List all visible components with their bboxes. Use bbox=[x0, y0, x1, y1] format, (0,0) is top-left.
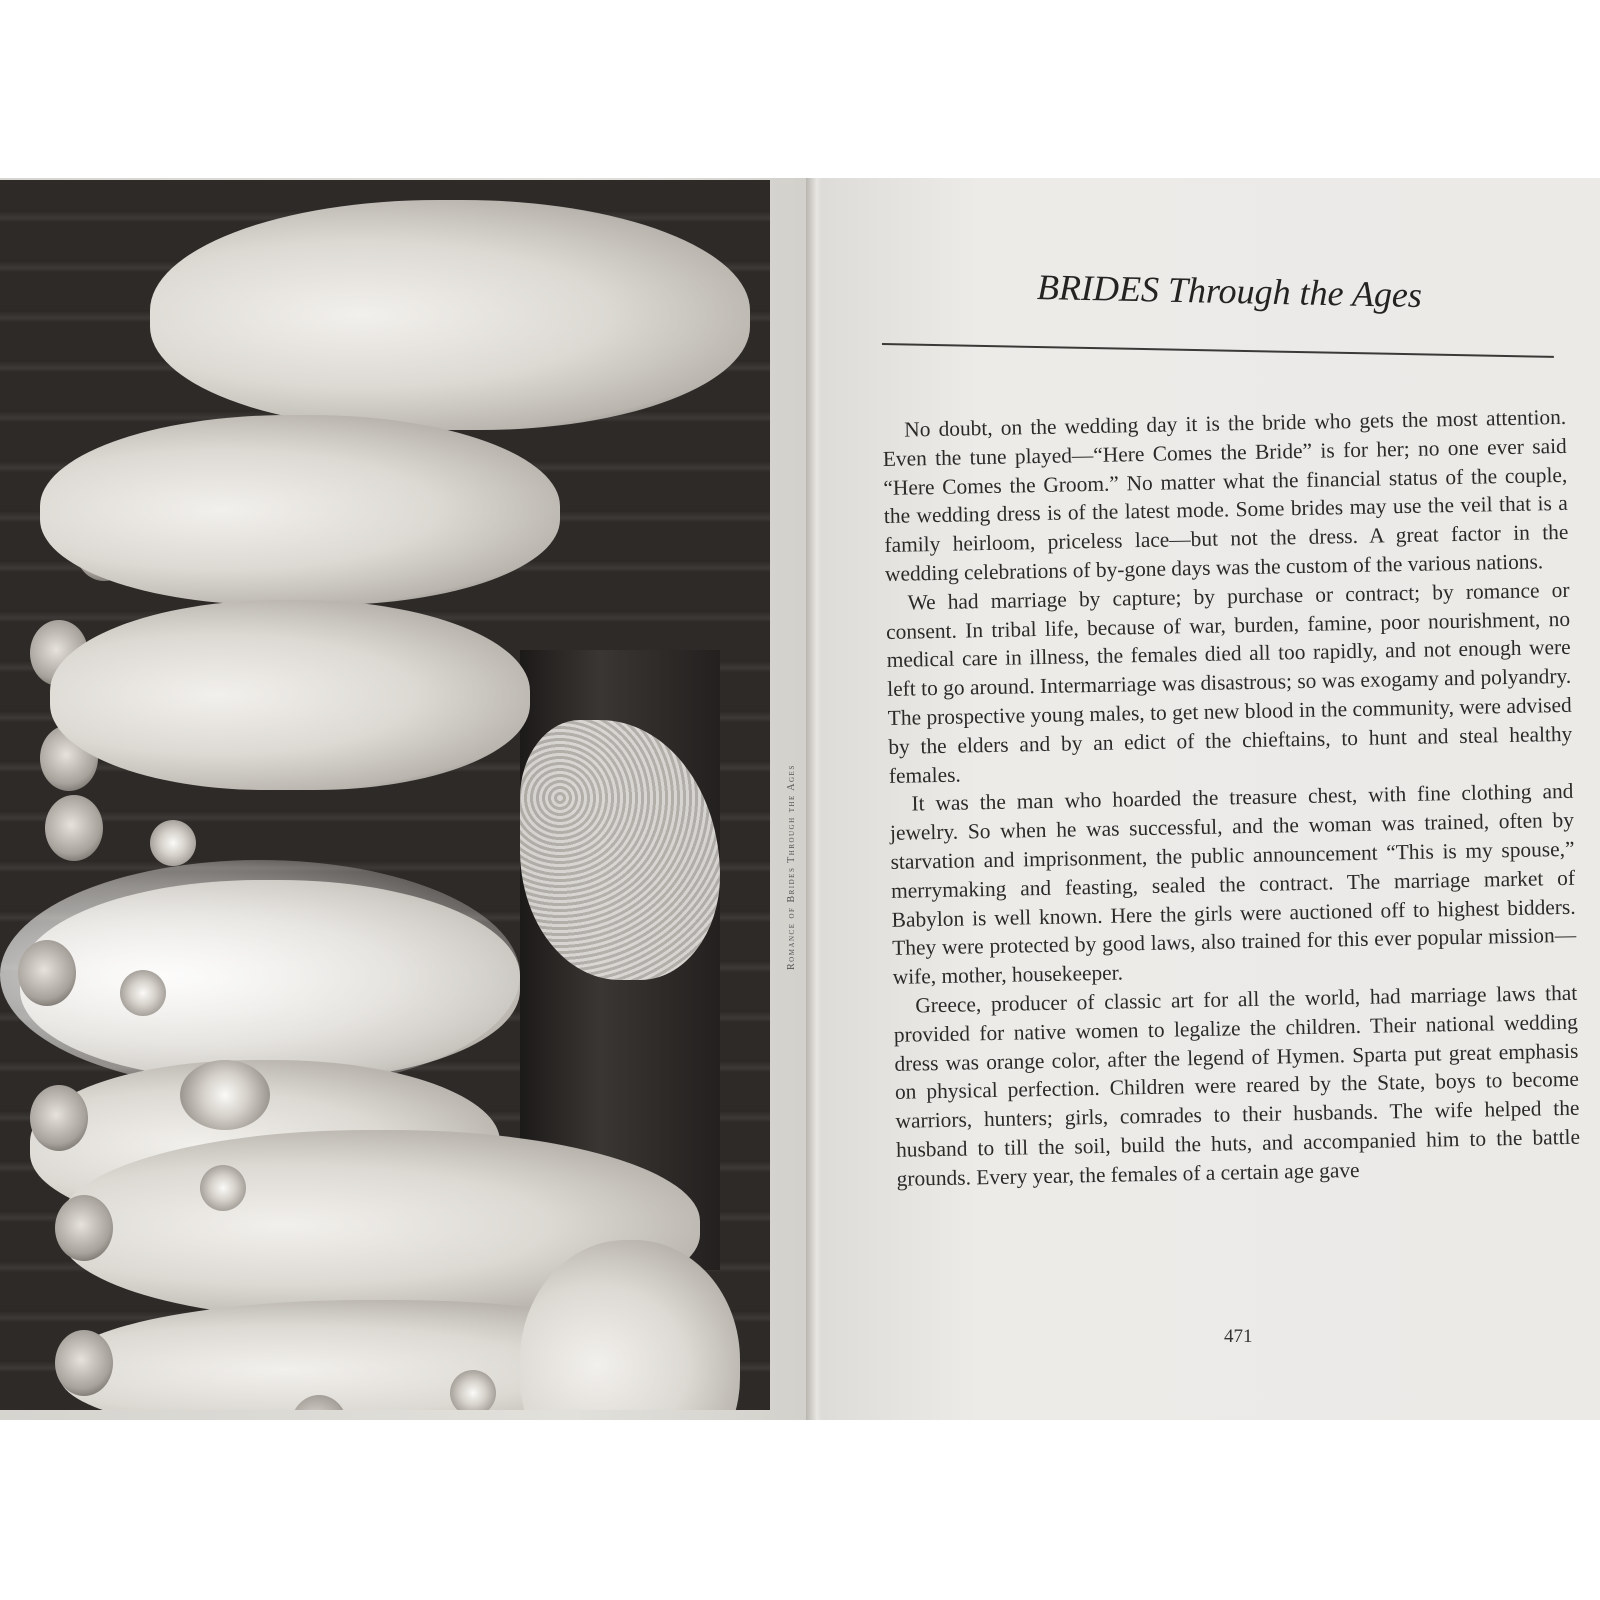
paragraph: We had marriage by capture; by purchase or contract; by romance or consent. In tribal life, because of war, burden, famine, poor nourishment, no medical care in illness, the females died all too rapidly, and not enough were left to go around. Intermarriage was disastrous; so was exogamy and polyandry. The prospective young males, to get new blood in the community, were advised by the elders and by an edict of the chieftains, to hunt and steal healthy females. bbox=[885, 577, 1573, 788]
left-page bbox=[0, 178, 815, 1420]
bridesmaid-figure bbox=[40, 415, 560, 605]
right-page bbox=[822, 178, 1600, 1420]
wedding-party-photograph bbox=[0, 180, 770, 1410]
bridal-veil bbox=[0, 860, 520, 1090]
feather-fan bbox=[180, 1060, 270, 1130]
bride-head bbox=[18, 940, 76, 1006]
paragraph: It was the man who hoarded the treasure chest, with fine clothing and jewelry. So when he was successful, and the woman was trained, often by starvation and imprisonment, the public announcement “This is my spouse,” merrymaking and feasting, sealed the contract. The marriage market of Babylon is well known. Here the girls were auctioned off to highest bidders. They were protected by good laws, also trained for this ever popular mission—wife, mother, housekeeper. bbox=[889, 779, 1577, 990]
attendant-head bbox=[55, 1330, 113, 1396]
attendant-head bbox=[30, 1085, 88, 1151]
bridesmaid-figure bbox=[150, 200, 750, 430]
title-rule bbox=[882, 343, 1554, 358]
bridesmaid-head bbox=[45, 795, 103, 861]
paragraph: Greece, producer of classic art for all the world, had marriage laws that provided for native women to legalize the children. Their national wedding dress was orange color, after the legend of Hymen. Sparta put great emphasis on physical perfection. Children were reared by the State, boys to become warriors, hunters; girls, comrades to their husbands. The wife helped the husband to till the soil, build the huts, and accompanied him to the battle grounds. Every year, the females of a certain age gave bbox=[893, 980, 1581, 1191]
bridesmaid-figure bbox=[50, 600, 530, 790]
page-title: BRIDES Through the Ages bbox=[1036, 266, 1423, 316]
bride-bouquet bbox=[120, 970, 166, 1016]
body-text bbox=[882, 403, 1581, 1194]
bouquet bbox=[150, 820, 196, 866]
running-head: Romance of Brides Through the Ages bbox=[786, 764, 797, 970]
bouquet bbox=[450, 1370, 496, 1410]
bouquet bbox=[200, 1165, 246, 1211]
attendant-head bbox=[55, 1195, 113, 1261]
paragraph: No doubt, on the wedding day it is the bride who gets the most attention. Even the tune played—“Here Comes the Bride” is for her; no one ever said “Here Comes the Groom.” No matter what the financial status of the couple, the wedding dress is of the latest mode. Some brides may use the veil that is a family heirloom, priceless lace—but not the dress. A great factor in the wedding celebrations of by-gone days was the custom of the various nations. bbox=[882, 404, 1569, 586]
page-number: 471 bbox=[1224, 1326, 1253, 1347]
